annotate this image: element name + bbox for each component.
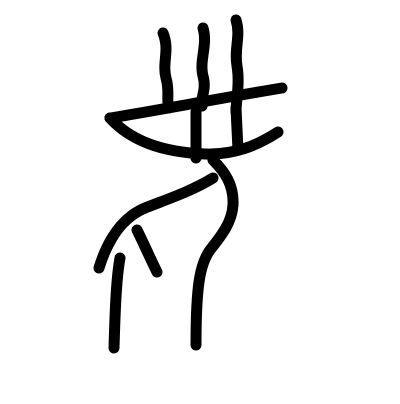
inner-right-post [236, 108, 238, 150]
wavy-stroke-middle [202, 28, 205, 106]
wavy-stroke-left [163, 33, 169, 108]
left-leg-stroke [114, 258, 120, 348]
